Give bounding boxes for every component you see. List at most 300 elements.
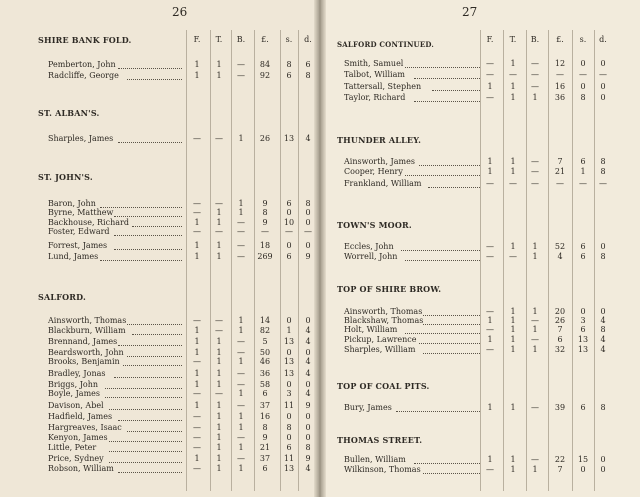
entry-value: 0 [286,433,292,442]
entry-name: Briggs, John [48,380,99,389]
leader-dots [118,472,182,473]
entry-value: 1 [532,465,538,474]
entry-value: 13 [283,357,295,366]
entry-value: 4 [600,316,606,325]
entry-value: 1 [216,218,222,227]
entry-value: 1 [216,423,222,432]
entry-name: Blackshaw, Thomas [344,316,424,325]
entry-value: 1 [194,380,200,389]
leader-dots [428,187,480,188]
entry-name: Beardsworth, John [48,348,124,357]
entry-name: Tattersall, Stephen [344,82,422,91]
entry-value: 39 [554,403,566,412]
entry-value: 1 [216,412,222,421]
entry-value: 0 [580,465,586,474]
entry-value: 8 [580,93,586,102]
entry-name: Kenyon, James [48,433,108,442]
entry-name: Pemberton, John [48,60,116,69]
leader-dots [405,67,480,68]
entry-value: 13 [577,335,589,344]
entry-name: Price, Sydney [48,454,104,463]
entry-value: 1 [194,218,200,227]
entry-value: 1 [580,167,586,176]
entry-value: 8 [305,71,311,80]
entry-value: 1 [532,242,538,251]
leader-dots [405,333,480,334]
entry-name: Boyle, James [48,389,100,398]
entry-value: 0 [600,93,606,102]
entry-value: 4 [305,134,311,143]
column-header: F. [193,35,201,44]
entry-value: 1 [510,307,516,316]
entry-value: — [531,403,539,412]
entry-value: 1 [238,208,244,217]
entry-name: Sharples, James [48,134,114,143]
entry-name: Bullen, William [344,455,406,464]
entry-value: — [531,70,539,79]
entry-value: — [215,389,223,398]
entry-value: — [579,179,587,188]
entry-value: 20 [554,307,566,316]
entry-value: — [531,82,539,91]
entry-value: 0 [305,423,311,432]
entry-value: 1 [487,82,493,91]
entry-value: 13 [283,369,295,378]
entry-value: 1 [238,316,244,325]
entry-name: Baron, John [48,199,96,208]
entry-value: 6 [557,335,563,344]
leader-dots [132,226,182,227]
entry-value: 37 [259,454,271,463]
page-number: 27 [462,5,478,19]
entry-value: 0 [305,380,311,389]
entry-value: 8 [262,208,268,217]
entry-value: 1 [487,167,493,176]
leader-dots [419,343,480,344]
entry-value: 10 [283,218,295,227]
entry-name: Brooks, Benjamin [48,357,120,366]
entry-value: 6 [262,389,268,398]
entry-value: 1 [532,307,538,316]
entry-value: 1 [510,82,516,91]
entry-value: 1 [194,60,200,69]
entry-value: 1 [238,389,244,398]
entry-value: 6 [580,242,586,251]
entry-value: — [237,348,245,357]
entry-name: Byrne, Matthew [48,208,114,217]
entry-value: — [237,227,245,236]
entry-value: 1 [532,252,538,261]
entry-value: 15 [577,455,589,464]
entry-value: 13 [283,134,295,143]
leader-dots [132,334,182,335]
leader-dots [109,462,182,463]
entry-value: 0 [305,348,311,357]
entry-value: 1 [510,465,516,474]
entry-value: — [237,218,245,227]
entry-value: 3 [580,316,586,325]
entry-value: — [486,70,494,79]
entry-value: 4 [305,369,311,378]
entry-name: Cooper, Henry [344,167,403,176]
entry-value: 1 [216,60,222,69]
leader-dots [118,142,182,143]
entry-name: Robson, William [48,464,114,473]
entry-name: Ainsworth, James [344,157,415,166]
entry-value: 1 [216,380,222,389]
entry-value: 1 [487,157,493,166]
entry-name: Holt, William [344,325,398,334]
leader-dots [114,377,182,378]
entry-value: — [237,433,245,442]
leader-dots [423,315,480,316]
entry-value: 13 [577,345,589,354]
entry-value: 0 [305,412,311,421]
entry-value: 52 [554,242,566,251]
entry-value: — [531,316,539,325]
leader-dots [432,90,480,91]
entry-value: 1 [216,208,222,217]
entry-name: Ainsworth, Thomas [344,307,423,316]
column-header: d. [304,35,312,44]
entry-value: — [486,93,494,102]
section-heading: ST. ALBAN'S. [38,108,100,118]
entry-name: Worrell, John [344,252,398,261]
entry-value: — [556,70,564,79]
entry-name: Taylor, Richard [344,93,406,102]
entry-value: — [579,70,587,79]
entry-value: 1 [194,454,200,463]
section-heading: SALFORD. [38,292,86,302]
entry-name: Frankland, William [344,179,422,188]
column-header: B. [236,35,246,44]
entry-value: — [193,412,201,421]
entry-value: 0 [286,348,292,357]
entry-name: Bradley, Jonas [48,369,106,378]
entry-value: — [193,208,201,217]
entry-value: — [599,179,607,188]
entry-value: 1 [510,242,516,251]
entry-name: Foster, Edward [48,227,110,236]
entry-name: Little, Peter [48,443,97,452]
entry-value: — [215,316,223,325]
entry-value: 6 [262,464,268,473]
entry-value: 7 [557,157,563,166]
entry-value: 6 [286,443,292,452]
entry-name: Blackburn, William [48,326,126,335]
entry-value: — [193,134,201,143]
entry-value: 1 [532,325,538,334]
entry-value: — [304,227,312,236]
entry-value: 1 [510,167,516,176]
entry-value: 16 [259,412,271,421]
entry-value: 37 [259,401,271,410]
entry-value: 3 [286,389,292,398]
entry-value: — [531,455,539,464]
entry-value: 1 [487,316,493,325]
entry-value: 7 [557,325,563,334]
leader-dots [419,165,480,166]
entry-value: 1 [194,241,200,250]
leader-dots [405,175,480,176]
entry-name: Backhouse, Richard [48,218,129,227]
entry-value: 269 [257,252,273,261]
leader-dots [127,356,182,357]
entry-value: — [509,70,517,79]
leader-dots [114,216,182,217]
entry-value: 14 [259,316,271,325]
leader-dots [423,353,480,354]
entry-value: 1 [238,443,244,452]
entry-value: 32 [554,345,566,354]
entry-value: — [237,401,245,410]
entry-value: — [215,134,223,143]
leader-dots [414,463,480,464]
entry-value: — [193,464,201,473]
entry-value: 1 [510,325,516,334]
entry-value: — [237,252,245,261]
entry-value: — [215,227,223,236]
entry-value: 7 [557,465,563,474]
entry-name: Eccles, John [344,242,394,251]
entry-value: 8 [305,199,311,208]
entry-value: 8 [600,403,606,412]
entry-name: Smith, Samuel [344,59,404,68]
entry-value: 84 [259,60,271,69]
leader-dots [118,420,182,421]
section-heading: SALFORD CONTINUED. [337,40,435,49]
entry-value: 0 [600,465,606,474]
entry-value: 1 [216,337,222,346]
entry-value: — [193,227,201,236]
leader-dots [123,365,182,366]
entry-value: 0 [305,241,311,250]
column-header: B. [530,35,540,44]
column-header: T. [215,35,223,44]
leader-dots [414,78,480,79]
entry-value: 6 [580,325,586,334]
entry-value: 0 [305,316,311,325]
entry-value: 1 [487,455,493,464]
entry-value: 92 [259,71,271,80]
entry-name: Brennand, James [48,337,118,346]
entry-value: 1 [238,326,244,335]
entry-value: 1 [238,357,244,366]
entry-value: 1 [194,326,200,335]
entry-name: Pickup, Lawrence [344,335,417,344]
entry-value: 6 [580,157,586,166]
entry-value: 6 [286,71,292,80]
entry-value: 9 [305,252,311,261]
entry-value: 0 [600,82,606,91]
entry-value: 6 [286,199,292,208]
entry-value: 1 [510,157,516,166]
entry-value: 0 [600,59,606,68]
entry-value: 1 [487,403,493,412]
entry-value: 1 [216,464,222,473]
entry-value: — [486,252,494,261]
entry-value: — [215,199,223,208]
leader-dots [127,324,182,325]
column-header: s. [285,35,293,44]
entry-value: — [193,443,201,452]
entry-value: 0 [580,82,586,91]
entry-value: 4 [557,252,563,261]
entry-name: Lund, James [48,252,99,261]
entry-value: 5 [262,337,268,346]
entry-value: 4 [305,464,311,473]
entry-value: — [531,335,539,344]
entry-value: — [193,389,201,398]
entry-value: 9 [262,199,268,208]
entry-value: 9 [305,454,311,463]
entry-value: — [531,167,539,176]
entry-value: — [556,179,564,188]
entry-value: 6 [305,60,311,69]
entry-value: — [486,179,494,188]
entry-value: — [237,369,245,378]
entry-value: — [237,241,245,250]
entry-value: — [509,252,517,261]
entry-value: 9 [305,401,311,410]
entry-value: 8 [286,60,292,69]
entry-value: 0 [286,316,292,325]
leader-dots [105,388,182,389]
entry-value: — [237,380,245,389]
entry-value: 9 [262,433,268,442]
entry-name: Bury, James [344,403,392,412]
leader-dots [414,101,480,102]
entry-value: 13 [283,464,295,473]
entry-value: 0 [600,242,606,251]
entry-value: 1 [510,59,516,68]
book-gutter [314,0,326,497]
leader-dots [118,68,182,69]
left-page [0,0,318,497]
entry-value: — [237,71,245,80]
entry-value: 26 [259,134,271,143]
leader-dots [118,345,182,346]
leader-dots [114,249,182,250]
section-heading: TOP OF COAL PITS. [337,381,430,391]
entry-value: — [285,227,293,236]
entry-name: Radcliffe, George [48,71,119,80]
entry-value: 8 [600,157,606,166]
entry-value: 21 [554,167,566,176]
entry-name: Ainsworth, Thomas [48,316,127,325]
entry-value: 0 [580,307,586,316]
leader-dots [109,409,182,410]
entry-value: 6 [580,252,586,261]
leader-dots [405,260,480,261]
entry-value: 82 [259,326,271,335]
section-heading: ST. JOHN'S. [38,172,93,182]
entry-value: — [193,423,201,432]
section-heading: SHIRE BANK FOLD. [38,35,132,45]
column-header: £. [261,35,269,44]
entry-name: Hargreaves, Isaac [48,423,122,432]
entry-value: 1 [510,335,516,344]
entry-value: 13 [283,337,295,346]
entry-value: — [486,59,494,68]
column-header: T. [509,35,517,44]
entry-value: 0 [305,208,311,217]
entry-value: — [193,433,201,442]
entry-value: 1 [216,241,222,250]
entry-value: 1 [532,345,538,354]
entry-value: 9 [262,218,268,227]
entry-value: 1 [216,443,222,452]
entry-value: 4 [305,326,311,335]
entry-value: 1 [216,357,222,366]
section-heading: THUNDER ALLEY. [337,135,422,145]
entry-value: 1 [194,348,200,357]
entry-value: — [261,227,269,236]
entry-value: — [237,454,245,463]
entry-value: — [193,357,201,366]
leader-dots [127,79,182,80]
entry-value: 0 [286,208,292,217]
entry-value: 1 [510,93,516,102]
entry-value: 0 [286,380,292,389]
entry-value: 0 [305,433,311,442]
column-header: £. [556,35,564,44]
entry-value: 18 [259,241,271,250]
entry-value: 0 [580,59,586,68]
entry-name: Davison, Abel [48,401,104,410]
entry-value: 1 [238,199,244,208]
entry-value: 1 [194,71,200,80]
entry-value: — [531,179,539,188]
entry-value: 0 [305,218,311,227]
entry-value: 1 [238,134,244,143]
entry-value: 46 [259,357,271,366]
leader-dots [423,324,480,325]
leader-dots [114,235,182,236]
entry-value: 1 [510,455,516,464]
entry-value: 8 [600,167,606,176]
column-header: d. [599,35,607,44]
entry-value: 26 [554,316,566,325]
entry-value: — [599,70,607,79]
entry-value: — [486,242,494,251]
leader-dots [100,260,182,261]
page-number: 26 [172,5,188,19]
leader-dots [109,451,182,452]
entry-value: 1 [510,316,516,325]
entry-value: 58 [259,380,271,389]
entry-value: 4 [305,389,311,398]
entry-value: 1 [510,345,516,354]
entry-value: 8 [600,325,606,334]
entry-value: 4 [305,357,311,366]
entry-value: 4 [305,337,311,346]
entry-value: 8 [262,423,268,432]
entry-value: 0 [286,241,292,250]
entry-value: — [486,325,494,334]
entry-value: 1 [238,412,244,421]
entry-value: 6 [580,403,586,412]
entry-name: Wilkinson, Thomas [344,465,421,474]
leader-dots [423,473,480,474]
entry-value: — [486,465,494,474]
entry-value: 0 [286,412,292,421]
entry-value: 1 [216,348,222,357]
entry-value: 1 [487,335,493,344]
leader-dots [401,250,480,251]
section-heading: TOWN'S MOOR. [337,220,412,230]
entry-value: — [486,307,494,316]
